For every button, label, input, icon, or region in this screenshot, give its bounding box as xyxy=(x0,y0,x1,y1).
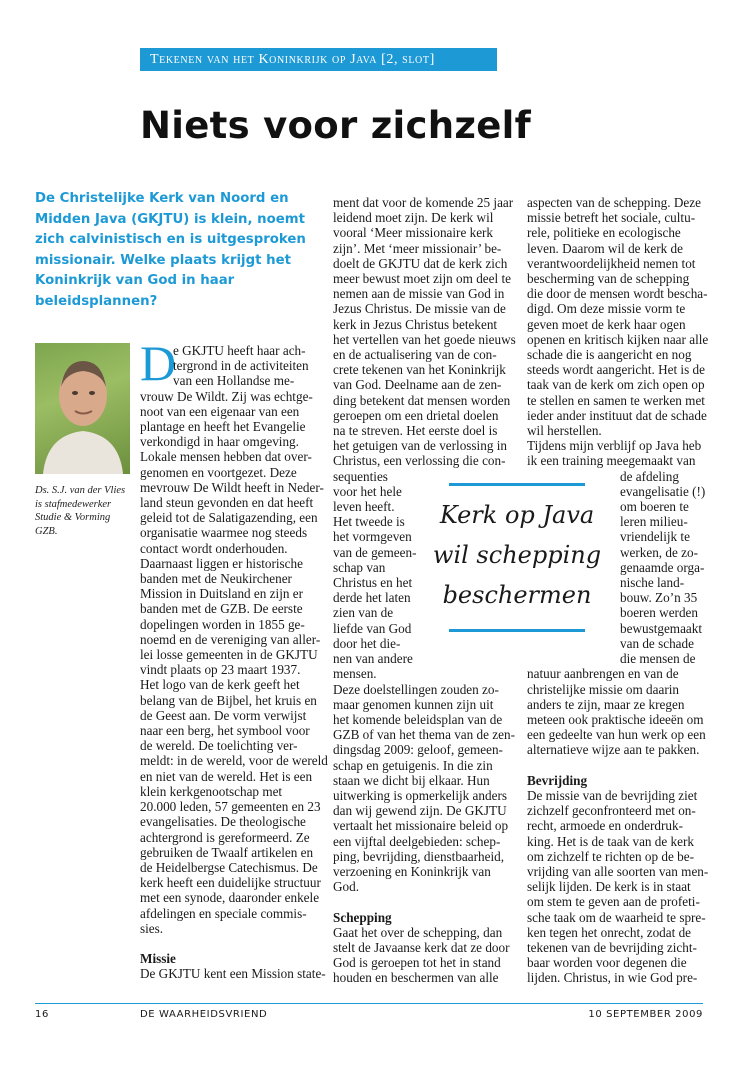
text-line: ding betekent dat mensen worden xyxy=(333,392,511,408)
issue-date: 10 SEPTEMBER 2009 xyxy=(588,1009,703,1020)
text-line: Mission in Duitsland en zijn er xyxy=(140,586,303,602)
text-line: bewustgemaakt xyxy=(620,620,703,636)
text-line: het komende beleidsplan van de xyxy=(333,711,503,727)
text-line: e GKJTU heeft haar ach- xyxy=(173,343,306,358)
text-line: De GKJTU kent een Mission state- xyxy=(140,966,326,982)
column-1 xyxy=(140,343,328,982)
text-line: bescherming van de schepping xyxy=(527,271,690,287)
pull-quote-line: wil schepping xyxy=(432,541,602,569)
pull-quote xyxy=(413,483,621,633)
text-line: doelt de GKJTU dat de kerk zich xyxy=(333,255,508,271)
text-line: contact wordt onderhouden. xyxy=(140,540,288,556)
text-line: de Heidelbergse Catechismus. De xyxy=(140,859,318,875)
pull-quote-rule-top xyxy=(449,483,585,486)
pull-quote-line: Kerk op Java xyxy=(439,501,595,529)
text-line: die mensen de xyxy=(620,651,696,667)
text-line: met een synode, daaronder enkele xyxy=(140,890,320,906)
text-line: zichzelf geconfronteerd met on- xyxy=(527,803,696,819)
text-line: ken tegen het onrecht, zodat de xyxy=(527,924,692,940)
text-line: genaamde orga- xyxy=(620,559,705,575)
text-line: Jezus Christus. De missie van de xyxy=(333,301,506,317)
text-line: natuur aanbrengen en van de xyxy=(527,666,679,682)
footer-rule xyxy=(35,1003,703,1004)
text-line: naar een berg, het symbool voor xyxy=(140,723,310,739)
text-line: Deze doelstellingen zouden zo- xyxy=(333,681,499,697)
text-line: geroepen om een drietal doelen xyxy=(333,407,499,423)
text-line: verzoening en Koninkrijk van xyxy=(333,863,491,879)
text-line: klein kerkgenootschap met xyxy=(140,783,283,799)
text-line: verkondigd in haar omgeving. xyxy=(140,434,299,450)
text-line: geleid tot de Salatigazending, een xyxy=(140,510,318,526)
text-line: organisatie waarmee nog steeds xyxy=(140,525,308,541)
text-line: van de schade xyxy=(620,635,694,651)
text-line: geven moet de kerk haar ogen xyxy=(527,316,686,332)
pull-quote-rule-bottom xyxy=(449,629,585,632)
text-line: maar genomen kunnen zijn uit xyxy=(333,696,494,712)
text-line: tergrond in de activiteiten xyxy=(173,358,309,374)
text-line: nische land- xyxy=(620,575,685,591)
text-line: leren milieu- xyxy=(620,514,688,530)
text-line: voor het hele xyxy=(333,483,402,499)
text-line: om boeren te xyxy=(620,499,689,515)
text-line: vrouw De Wildt. Zij was echtge- xyxy=(140,388,313,404)
text-line: dopelingen worden in 1855 ge- xyxy=(140,616,305,632)
text-line: Daarnaast liggen er historische xyxy=(140,555,303,571)
text-line: belang van de Bijbel, het kruis en xyxy=(140,692,317,708)
text-line: noemd en de vereniging van aller- xyxy=(140,631,321,647)
text-line: GZB of van het thema van de zen- xyxy=(333,727,515,743)
text-line: ieder ander instituut dat de schade xyxy=(527,407,707,423)
intro-text: De Christelijke Kerk van Noord en Midden Java (GKJTU) is klein, noemt zich calvinistisch en is uitgesproken missionair. Welke plaats krijgt het Koninkrijk van God in haar beleidsplannen? xyxy=(35,191,306,309)
text-line: leven heeft. xyxy=(333,499,395,515)
text-line: om zichzelf te richten op de be- xyxy=(527,848,694,864)
section-heading-schepping: Schepping xyxy=(333,909,392,925)
text-line: van de gemeen- xyxy=(333,544,417,560)
text-line: uitwerking is opmerkelijk anders xyxy=(333,787,507,803)
text-line: vertaalt het missionaire beleid op xyxy=(333,818,509,834)
text-line: king. Het is de taak van de kerk xyxy=(527,833,694,849)
text-line: door het die- xyxy=(333,635,401,651)
text-line: ment dat voor de komende 25 jaar xyxy=(333,195,514,210)
text-line: vindt plaats op 23 maart 1937. xyxy=(140,662,301,678)
magazine-name: DE WAARHEIDSVRIEND xyxy=(140,1009,268,1020)
text-line: de Geest aan. De vorm verwijst xyxy=(140,707,307,723)
text-line: gebruiken de Twaalf artikelen en xyxy=(140,844,314,860)
text-line: derde het laten xyxy=(333,590,411,606)
text-line: vooral ‘Meer missionaire kerk xyxy=(333,225,494,241)
text-line: 20.000 leden, 57 gemeenten en 23 xyxy=(140,799,321,815)
text-line: schade die is aangericht en nog xyxy=(527,347,692,363)
text-line: staan we dicht bij elkaar. Hun xyxy=(333,772,490,788)
text-line: een vijftal deelgebieden: schep- xyxy=(333,833,501,849)
text-line: recht, armoede en onderdruk- xyxy=(527,818,683,834)
text-line: het vertellen van het goede nieuws xyxy=(333,331,516,347)
text-line: crete tekenen van het Koninkrijk xyxy=(333,362,506,378)
text-line: meldt: in de wereld, voor de wereld xyxy=(140,753,328,769)
text-line: missie betreft het sociale, cultu- xyxy=(527,210,696,226)
photo-caption: Ds. S.J. van der Vlies is stafmedewerker Studie & Vorming GZB. xyxy=(35,485,126,537)
text-line: God. xyxy=(333,879,360,895)
text-line: rele, politieke en ecologische xyxy=(527,225,681,241)
text-line: na te streven. Het eerste doel is xyxy=(333,423,498,439)
text-line: baar worden voor degenen die xyxy=(527,955,687,971)
text-line: Het logo van de kerk geeft het xyxy=(140,677,300,693)
text-line: Lokale mensen hebben dat over- xyxy=(140,449,312,465)
text-line: leidend moet zijn. De kerk wil xyxy=(333,210,494,226)
text-line: en niet van de wereld. Het is een xyxy=(140,768,313,784)
text-line: bouw. Zo’n 35 xyxy=(620,590,698,606)
text-line: de afdeling xyxy=(620,468,679,484)
text-line: Het tweede is xyxy=(333,514,405,530)
text-line: ping, bevrijding, dienstbaarheid, xyxy=(333,848,505,864)
text-line: evangelisatie (!) xyxy=(620,483,706,499)
text-line: tekenen van de bevrijding zicht- xyxy=(527,939,697,955)
text-line: vriendelijk te xyxy=(620,529,690,545)
section-heading-missie: Missie xyxy=(140,951,176,967)
text-line: het vormgeven xyxy=(333,529,412,545)
text-line: aspecten van de schepping. Deze xyxy=(527,195,701,210)
text-line: ik een training meegemaakt van xyxy=(527,453,696,469)
text-line: stelt de Javaanse kerk dat ze door xyxy=(333,939,510,955)
text-line: schap van xyxy=(333,559,386,575)
text-line: noot van een eigenaar van een xyxy=(140,403,300,419)
text-line: dan wij gewend zijn. De GKJTU xyxy=(333,803,507,819)
text-line: Christus en het xyxy=(333,575,413,591)
text-line: mevrouw De Wildt heeft in Neder- xyxy=(140,479,324,495)
text-line: kerk in Jezus Christus betekent xyxy=(333,316,498,332)
page-number: 16 xyxy=(35,1009,49,1020)
text-line: leven. Daarom wil de kerk de xyxy=(527,240,683,256)
text-line: kerk heeft een duidelijke structuur xyxy=(140,875,321,891)
text-line: om stem te geven aan de profeti- xyxy=(527,894,700,910)
text-line: een gedeelte van hun werk op een xyxy=(527,727,706,743)
text-line: schap en getuigenis. In die zin xyxy=(333,757,493,773)
text-line: sche taak om de waarheid te spre- xyxy=(527,909,706,925)
text-line: anders te zijn, maar ze kregen xyxy=(527,696,685,712)
section-heading-bevrijding: Bevrijding xyxy=(527,772,588,788)
text-line: nemen aan de missie van God in xyxy=(333,286,505,302)
text-line: lei losse gemeenten in de GKJTU xyxy=(140,647,318,663)
text-line: openen en kritisch kijken naar alle xyxy=(527,331,709,347)
text-line: plantage en heeft het Evangelie xyxy=(140,419,306,435)
text-line: van een Hollandse me- xyxy=(173,373,295,389)
text-line: De missie van de bevrijding ziet xyxy=(527,787,698,803)
series-title: Tekenen van het Koninkrijk op Java [2, slot] xyxy=(140,48,497,71)
text-line: nen van andere xyxy=(333,651,413,667)
text-line: werken, de zo- xyxy=(620,544,698,560)
text-line: houden en beschermen van alle xyxy=(333,970,499,986)
text-line: en de actualisering van de con- xyxy=(333,347,497,363)
text-line: digd. Om deze missie vorm te xyxy=(527,301,686,317)
text-line: mensen. xyxy=(333,666,377,682)
text-line: God is geroepen tot het in stand xyxy=(333,955,501,971)
text-line: van God. Deelname aan de zen- xyxy=(333,377,502,393)
text-line: liefde van God xyxy=(333,620,412,636)
text-line: zijn’. Met ‘meer missionair’ be- xyxy=(333,240,502,256)
text-line: dingsdag 2009: geloof, gemeen- xyxy=(333,742,503,758)
text-line: christelijke missie om daarin xyxy=(527,681,679,697)
text-line: boeren werden xyxy=(620,605,698,621)
text-line: land steun gevonden en dat heeft xyxy=(140,495,314,511)
text-line: vrijding van alle soorten van men- xyxy=(527,863,709,879)
text-line: Christus, een verlossing die con- xyxy=(333,453,506,469)
text-line: banden met de GZB. De eerste xyxy=(140,601,303,617)
headline: Niets voor zichzelf xyxy=(140,104,532,147)
text-line: wil herstellen. xyxy=(527,423,602,439)
pull-quote-line: beschermen xyxy=(442,581,592,609)
text-line: banden met de Neukirchener xyxy=(140,571,292,587)
text-line: de wereld. De toelichting ver- xyxy=(140,738,298,754)
text-line: alternatieve wijze aan te pakken. xyxy=(527,742,700,758)
text-line: evangelisaties. De theologische xyxy=(140,814,306,830)
text-line: genomen en voortgezet. Deze xyxy=(140,464,297,480)
text-line: verantwoordelijkheid nemen tot xyxy=(527,255,696,271)
text-line: sequenties xyxy=(333,468,388,484)
text-line: selijk lijden. De kerk is in staat xyxy=(527,879,691,895)
text-line: die door de mensen wordt bescha- xyxy=(527,286,708,302)
text-line: meer bewust moet zijn om deel te xyxy=(333,271,511,287)
text-line: sies. xyxy=(140,920,164,936)
text-line: Gaat het over de schepping, dan xyxy=(333,924,503,940)
text-line: te stellen en samen te werken met xyxy=(527,392,705,408)
text-line: meteen ook praktische ideeën om xyxy=(527,711,704,727)
drop-cap: D xyxy=(140,335,177,391)
text-line: Tijdens mijn verblijf op Java heb xyxy=(527,438,702,454)
text-line: steeds wordt aangericht. Het is de xyxy=(527,362,705,378)
text-line: achtergrond is gereformeerd. Ze xyxy=(140,829,310,845)
text-line: zien van de xyxy=(333,605,394,621)
text-line: afdelingen en speciale commis- xyxy=(140,905,307,921)
text-line: taak van de kerk om zich open op xyxy=(527,377,705,393)
text-line: lijden. Christus, in wie God pre- xyxy=(527,970,698,986)
author-photo xyxy=(35,343,130,474)
text-line: het getuigen van de verlossing in xyxy=(333,438,507,454)
